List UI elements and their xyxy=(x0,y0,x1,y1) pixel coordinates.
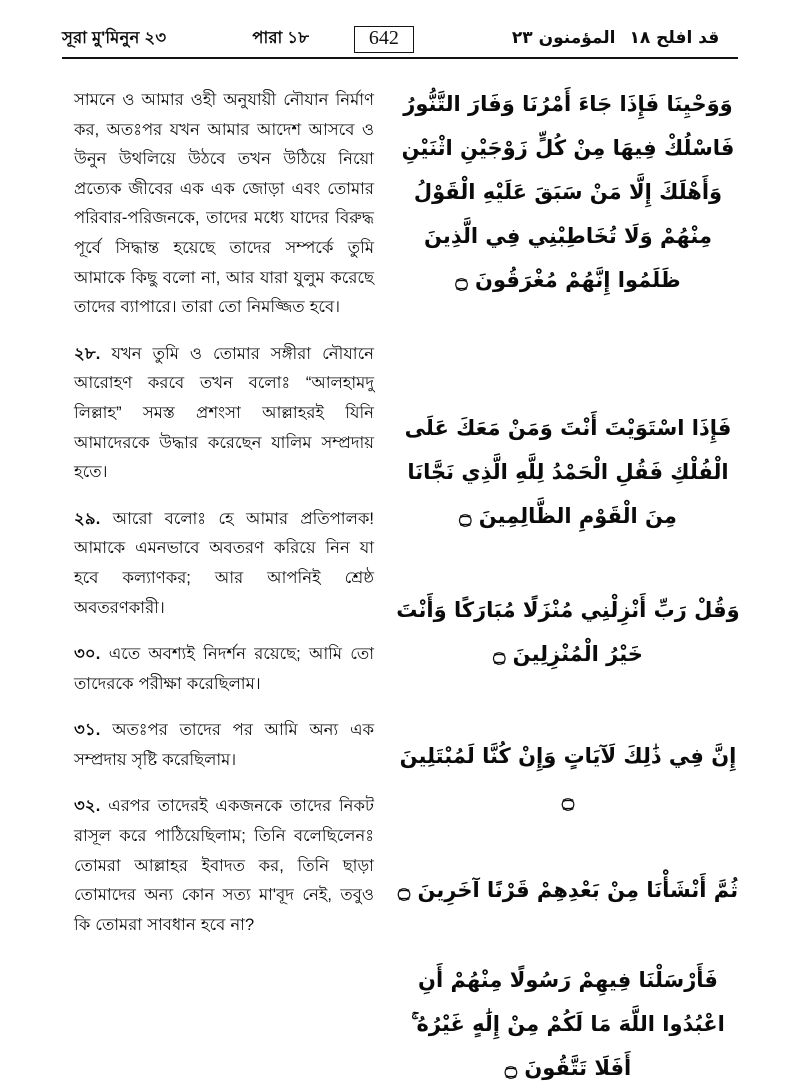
arabic-verse-block: وَوَحْيِنَا فَإِذَا جَاءَ أَمْرُنَا وَفَارَ التَّنُّورُ فَاسْلُكْ فِيهَا مِنْ كُلٍّ زَوْجَيْنِ اثْنَيْنِ وَأَهْلَكَ إِلَّا مَنْ سَبَقَ عَلَيْهِ الْقَوْلُ مِنْهُمْ وَلَا تُخَاطِبْنِي فِي الَّذِينَ ظَلَمُوا إِنَّهُمْ مُغْرَقُونَ ۝ xyxy=(401,92,735,292)
bengali-translation-column xyxy=(74,86,374,940)
arabic-text-column xyxy=(396,82,740,1090)
bengali-paragraph xyxy=(74,792,374,940)
arabic-verse-block: فَأَرْسَلْنَا فِيهِمْ رَسُولًا مِنْهُمْ أَنِ اعْبُدُوا اللَّهَ مَا لَكُمْ مِنْ إِلَٰهٍ غَيْرُهُ ۚ أَفَلَا تَتَّقُونَ ۝ xyxy=(411,968,725,1080)
verse-text-bengali: সামনে ও আমার ওহী অনুযায়ী নৌযান নির্মাণ কর, অতঃপর যখন আমার আদেশ আসবে ও উনুন উথলিয়ে উঠবে তখন উঠিয়ে নিয়ো প্রত্যেক জীবের এক এক জোড়া এবং তোমার পরিবার-পরিজনকে, তাদের মধ্যে যাদের বিরুদ্ধ পূর্বে সিদ্ধান্ত হয়েছে তাদের সম্পর্কে তুমি আমাকে কিছু বলো না, আর যারা যুলুম করেছে তাদের ব্যাপারে। তারা তো নিমজ্জিত হবে। xyxy=(74,91,374,317)
header-divider-rule xyxy=(62,57,738,59)
bengali-paragraph xyxy=(74,716,374,775)
bengali-paragraph xyxy=(74,86,374,323)
verse-number-bengali: ৩১. xyxy=(74,721,101,740)
header-para-label-bengali: পারা ১৮ xyxy=(252,28,310,47)
verse-text-bengali: অতঃপর তাদের পর আমি অন্য এক সম্প্রদায় সৃষ্টি করেছিলাম। xyxy=(74,721,374,769)
verse-text-bengali: এতে অবশ্যই নিদর্শন রয়েছে; আমি তো তাদেরকে পরীক্ষা করেছিলাম। xyxy=(74,645,374,693)
verse-text-bengali: আরো বলোঃ হে আমার প্রতিপালক! আমাকে এমনভাবে অবতরণ করিয়ে নিন যা হবে কল্যাণকর; আর আপনিই শ্রেষ্ঠ অবতরণকারী। xyxy=(74,509,374,617)
verse-text-bengali: যখন তুমি ও তোমার সঙ্গীরা নৌযানে আরোহণ করবে তখন বলোঃ “আলহামদু লিল্লাহ” সমস্ত প্রশংসা আল্লাহরই যিনি আমাদেরকে উদ্ধার করেছেন যালিম সম্প্রদায় হতে। xyxy=(74,344,374,482)
arabic-verse-block: فَإِذَا اسْتَوَيْتَ أَنْتَ وَمَنْ مَعَكَ عَلَى الْفُلْكِ فَقُلِ الْحَمْدُ لِلَّهِ الَّذِي نَجَّانَا مِنَ الْقَوْمِ الظَّالِمِينَ ۝ xyxy=(404,416,732,528)
verse-number-bengali: ২৯. xyxy=(74,509,101,528)
bengali-paragraph xyxy=(74,640,374,699)
header-sura-label-arabic: المؤمنون ٢٣ xyxy=(511,28,616,48)
verse-text-bengali: এরপর তাদেরই একজনকে তাদের নিকট রাসূল করে পাঠিয়েছিলাম; তিনি বলেছিলেনঃ তোমরা আল্লাহর ইবাদত কর, তিনি ছাড়া তোমাদের অন্য কোন সত্য মা'বূদ নেই, তবুও কি তোমরা সাবধান হবে না? xyxy=(74,797,374,934)
header-right-group xyxy=(424,28,738,48)
arabic-verse-block: ثُمَّ أَنْشَأْنَا مِنْ بَعْدِهِمْ قَرْنًا آخَرِينَ ۝ xyxy=(397,878,739,902)
page-body xyxy=(0,78,800,1083)
arabic-verse-block: وَقُلْ رَبِّ أَنْزِلْنِي مُنْزَلًا مُبَارَكًا وَأَنْتَ خَيْرُ الْمُنْزِلِينَ ۝ xyxy=(396,598,740,666)
verse-number-bengali: ৩২. xyxy=(74,797,101,816)
header-sura-label-bengali: সূরা মু'মিনুন ২৩ xyxy=(62,28,167,47)
page-header xyxy=(62,18,738,58)
bengali-paragraph xyxy=(74,505,374,623)
verse-number-bengali: ৩০. xyxy=(74,645,101,664)
page-number-box: 642 xyxy=(354,26,414,53)
header-left-group xyxy=(62,25,344,52)
header-para-label-arabic: قد افلح ١٨ xyxy=(629,28,720,48)
arabic-verse-block: إِنَّ فِي ذَٰلِكَ لَآيَاتٍ وَإِنْ كُنَّا لَمُبْتَلِينَ ۝ xyxy=(399,744,737,812)
bengali-paragraph xyxy=(74,340,374,488)
verse-number-bengali: ২৮. xyxy=(74,344,101,363)
